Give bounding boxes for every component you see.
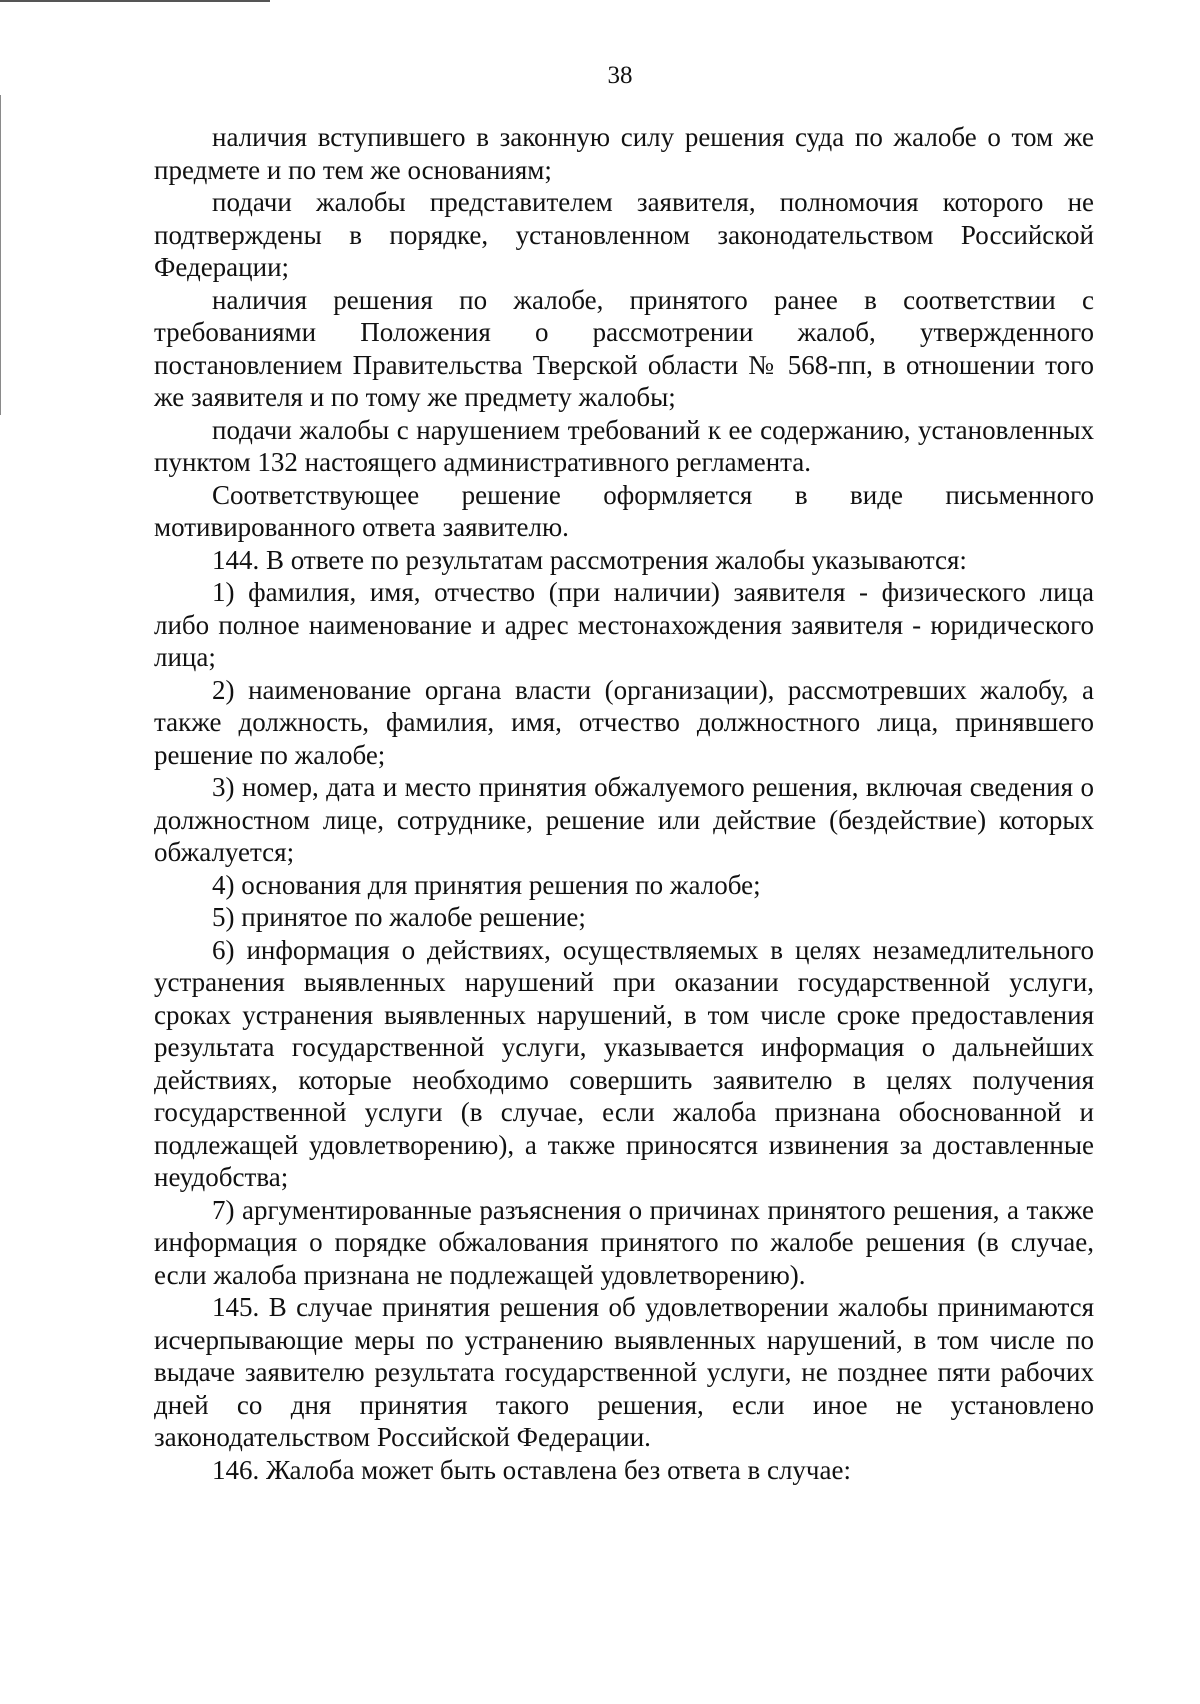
paragraph: наличия решения по жалобе, принятого ранее в соответствии с требованиями Положения о рассмотрении жалоб, утвержденного постановлением Правительства Тверской области № 568-пп, в отношении того же заявителя и по тому же предмету жалобы; [154, 284, 1094, 412]
list-item-2: 2) наименование органа власти (организации), рассмотревших жалобу, а также должность, фамилия, имя, отчество должностного лица, принявшего решение по жалобе; [154, 674, 1094, 770]
scan-edge-top [0, 0, 270, 2]
list-item-1: 1) фамилия, имя, отчество (при наличии) заявителя - физического лица либо полное наименование и адрес местонахождения заявителя - юридического лица; [154, 577, 1094, 672]
list-item-5: 5) принятое по жалобе решение; [212, 902, 586, 932]
page-number: 38 [607, 62, 633, 89]
paragraph: Соответствующее решение оформляется в виде письменного мотивированного ответа заявителю. [154, 479, 1094, 542]
list-item-6: 6) информация о действиях, осуществляемых в целях незамедлительного устранения выявленных нарушений при оказании государственной услуги, сроках устранения выявленных нарушений, в том числе сроке предоставления результата государственной услуги, указывается информация о дальнейших действиях, которые необходимо совершить заявителю в целях получения государственной услуги (в случае, если жалоба признана обоснованной и подлежащей удовлетворению), а также приносятся извинения за доставленные неудобства; [154, 934, 1094, 1192]
scan-edge-left [0, 95, 1, 415]
paragraph: подачи жалобы представителем заявителя, полномочия которого не подтверждены в порядке, установленном законодательством Российской Федерации; [154, 187, 1094, 282]
list-item-7: 7) аргументированные разъяснения о причинах принятого решения, а также информация о порядке обжалования принятого по жалобе решения (в случае, если жалоба признана не подлежащей удовлетворению). [154, 1194, 1094, 1290]
section-146: 146. Жалоба может быть оставлена без ответа в случае: [212, 1454, 851, 1485]
paragraph: подачи жалобы с нарушением требований к ее содержанию, установленных пунктом 132 настоящего административного регламента. [154, 414, 1094, 477]
paragraph: наличия вступившего в законную силу решения суда по жалобе о том же предмете и по тем же основаниям; [154, 122, 1094, 185]
list-item-3: 3) номер, дата и место принятия обжалуемого решения, включая сведения о должностном лице, сотруднике, решение или действие (бездействие) которых обжалуется; [154, 772, 1094, 867]
document-body [154, 121, 1094, 1486]
section-145: 145. В случае принятия решения об удовлетворении жалобы принимаются исчерпывающие меры по устранению выявленных нарушений, в том числе по выдаче заявителю результата государственной услуги, не позднее пяти рабочих дней со дня принятия такого решения, если иное не установлено законодательством Российской Федерации. [154, 1292, 1094, 1452]
list-item-4: 4) основания для принятия решения по жалобе; [212, 869, 761, 900]
section-144-heading: 144. В ответе по результатам рассмотрения жалобы указываются: [212, 544, 967, 575]
